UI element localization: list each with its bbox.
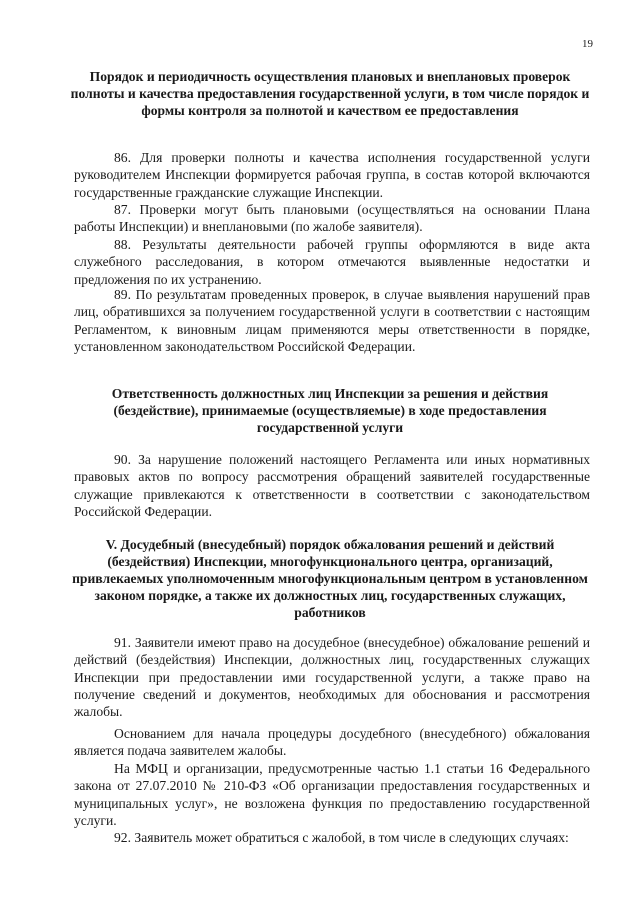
section-heading-control: Порядок и периодичность осуществления плановых и внеплановых проверок полноты и качества предоставления государственной услуги, в том числе порядок и формы контроля за полнотой и качеством ее предоставления: [70, 69, 590, 118]
section-heading-appeal: V. Досудебный (внесудебный) порядок обжалования решений и действий (бездействия) Инспекции, многофункционального центра, организаций, привлекаемых уполномоченным многофункциональным центром в установленном законом порядке, а также их должностных лиц, государственных служащих, работников: [72, 537, 588, 620]
paragraph-mfc: На МФЦ и организации, предусмотренные частью 1.1 статьи 16 Федерального закона от 27.07.2010 № 210-ФЗ «Об организации предоставления государственных и муниципальных услуг», не возложена функция по предоставлению государственной услуги.: [74, 761, 590, 828]
paragraph-86: 86. Для проверки полноты и качества исполнения государственной услуги руководителем Инспекции формируется рабочая группа, в состав которой включаются государственные гражданские служащие Инспекции.: [74, 150, 590, 200]
page-number: 19: [582, 38, 593, 50]
paragraph-88: 88. Результаты деятельности рабочей группы оформляются в виде акта служебного расследования, в котором отмечаются выявленные недостатки и предложения по их устранению.: [74, 237, 590, 287]
paragraph-90: 90. За нарушение положений настоящего Регламента или иных нормативных правовых актов по вопросу рассмотрения обращений заявителей государственные служащие привлекаются к ответственности в соответствии с законодательством Российской Федерации.: [74, 452, 590, 519]
paragraph-89: 89. По результатам проведенных проверок, в случае выявления нарушений прав лиц, обратившихся за получением государственной услуги в соответствии с настоящим Регламентом, к виновным лицам применяются меры ответственности в порядке, установленном законодательством Российской Федерации.: [74, 287, 590, 354]
section-heading-responsibility: Ответственность должностных лиц Инспекции за решения и действия (бездействие), принимаемые (осуществляемые) в ходе предоставления государственной услуги: [111, 386, 549, 435]
paragraph-91: 91. Заявители имеют право на досудебное (внесудебное) обжалование решений и действий (бездействия) Инспекции, должностных лиц, государственных служащих Инспекции при предоставлении ими государственной услуги, а также право на получение сведений и документов, необходимых для обоснования и рассмотрения жалобы.: [74, 635, 590, 720]
paragraph-appeal-basis: Основанием для начала процедуры досудебного (внесудебного) обжалования является подача заявителем жалобы.: [74, 726, 590, 759]
paragraph-87: 87. Проверки могут быть плановыми (осуществляться на основании Плана работы Инспекции) и внеплановыми (по жалобе заявителя).: [74, 202, 590, 235]
paragraph-92: 92. Заявитель может обратиться с жалобой, в том числе в следующих случаях:: [114, 830, 569, 845]
